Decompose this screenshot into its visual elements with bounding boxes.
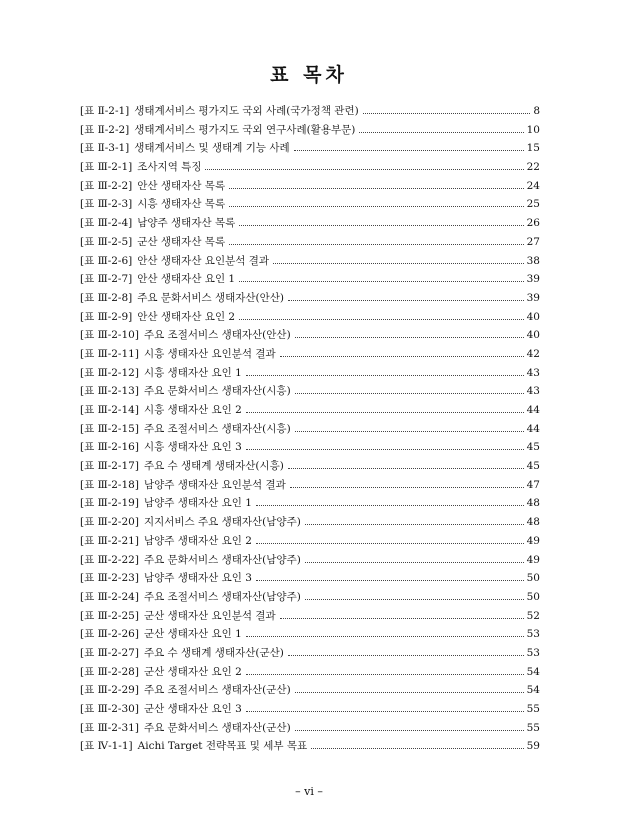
toc-entry-label: [표 Ⅲ-2-12] (80, 366, 139, 379)
toc-entry[interactable] (80, 178, 540, 197)
dot-leader (229, 244, 524, 245)
toc-entry-label: [표 Ⅲ-2-19] (80, 497, 139, 510)
table-of-contents (80, 103, 540, 757)
toc-entry-title: 안산 생태자산 목록 (137, 179, 226, 192)
dot-leader (290, 487, 524, 488)
toc-entry-title: 지지서비스 주요 생태자산(남양주) (143, 516, 301, 529)
toc-entry-label: [표 Ⅱ-2-1] (80, 105, 130, 117)
toc-entry-page: 45 (526, 441, 540, 454)
toc-entry[interactable] (80, 608, 540, 627)
toc-entry-page: 53 (526, 628, 540, 641)
toc-entry-label: [표 Ⅲ-2-22] (80, 553, 139, 566)
dot-leader (273, 263, 524, 264)
toc-entry-title: 조사지역 특징 (137, 161, 202, 174)
toc-entry-page: 48 (526, 516, 540, 529)
toc-entry-label: [표 Ⅲ-2-2] (80, 179, 133, 192)
toc-entry[interactable] (80, 701, 540, 720)
dot-leader (229, 206, 524, 207)
toc-entry-title: 남양주 생태자산 요인 3 (143, 572, 252, 585)
toc-entry-label: [표 Ⅱ-2-2] (80, 123, 130, 136)
toc-entry-title: 남양주 생태자산 요인분석 결과 (143, 478, 286, 491)
toc-entry[interactable] (80, 664, 540, 683)
dot-leader (288, 655, 524, 656)
toc-entry-page: 24 (526, 179, 540, 192)
toc-entry-title: 시흥 생태자산 목록 (137, 198, 226, 211)
toc-entry-label: [표 Ⅲ-2-25] (80, 609, 139, 622)
toc-entry[interactable] (80, 215, 540, 234)
dot-leader (280, 356, 524, 357)
toc-entry-page: 38 (526, 254, 540, 267)
dot-leader (288, 468, 524, 469)
toc-entry-label: [표 Ⅲ-2-7] (80, 273, 133, 286)
toc-entry[interactable] (80, 103, 540, 122)
toc-entry[interactable] (80, 309, 540, 328)
toc-entry-title: 생태계서비스 평가지도 국외 사례(국가정책 관련) (134, 105, 359, 117)
dot-leader (246, 412, 524, 413)
page-title: 표 목차 (270, 64, 348, 86)
toc-entry-label: [표 Ⅲ-2-30] (80, 703, 139, 715)
toc-entry-page: 15 (526, 142, 540, 155)
dot-leader (305, 562, 524, 563)
toc-entry-title: 주요 조절서비스 생태자산(군산) (143, 684, 291, 697)
toc-entry[interactable] (80, 253, 540, 272)
toc-entry[interactable] (80, 159, 540, 178)
toc-entry-label: [표 Ⅲ-2-17] (80, 460, 139, 473)
toc-entry-page: 49 (526, 553, 540, 566)
toc-entry-page: 44 (526, 422, 540, 435)
toc-entry-page: 52 (526, 609, 540, 622)
toc-entry-page: 53 (526, 646, 540, 659)
toc-entry[interactable] (80, 122, 540, 141)
toc-entry[interactable] (80, 533, 540, 552)
toc-entry-title: 시흥 생태자산 요인분석 결과 (143, 347, 276, 360)
toc-entry-title: 군산 생태자산 목록 (137, 235, 226, 248)
dot-leader (295, 393, 524, 394)
toc-entry-page: 10 (526, 123, 540, 136)
toc-entry-title: 주요 문화서비스 생태자산(군산) (143, 721, 291, 734)
toc-entry[interactable] (80, 365, 540, 384)
toc-entry-page: 55 (526, 703, 540, 715)
toc-entry-title: 남양주 생태자산 목록 (137, 217, 236, 230)
toc-entry-title: 생태계서비스 평가지도 국외 연구사례(활용부문) (134, 123, 356, 136)
toc-entry[interactable] (80, 271, 540, 290)
dot-leader (305, 599, 524, 600)
toc-entry-title: 주요 조절서비스 생태자산(시흥) (143, 422, 291, 435)
toc-entry-page: 47 (526, 478, 540, 491)
toc-entry-page: 25 (526, 198, 540, 211)
dot-leader (246, 711, 524, 712)
toc-entry-page: 54 (526, 684, 540, 697)
toc-entry[interactable] (80, 346, 540, 365)
toc-entry-page: 43 (526, 366, 540, 379)
toc-entry-title: 주요 문화서비스 생태자산(남양주) (143, 553, 301, 566)
toc-entry-page: 45 (526, 460, 540, 473)
toc-entry[interactable] (80, 514, 540, 533)
toc-entry-label: [표 Ⅲ-2-3] (80, 198, 133, 211)
dot-leader (246, 375, 524, 376)
dot-leader (239, 319, 524, 320)
toc-entry-title: Aichi Target 전략목표 및 세부 목표 (137, 740, 308, 753)
toc-entry-title: 주요 조절서비스 생태자산(남양주) (143, 590, 301, 603)
toc-entry-label: [표 Ⅲ-2-15] (80, 422, 139, 435)
dot-leader (239, 225, 523, 226)
toc-entry-page: 49 (526, 534, 540, 547)
toc-entry-title: 시흥 생태자산 요인 3 (143, 441, 242, 454)
toc-entry-page: 55 (526, 721, 540, 734)
toc-entry-label: [표 Ⅲ-2-18] (80, 478, 139, 491)
toc-entry[interactable] (80, 421, 540, 440)
dot-leader (311, 748, 523, 749)
toc-entry[interactable] (80, 234, 540, 253)
dot-leader (305, 524, 524, 525)
toc-entry-title: 생태계서비스 및 생태계 기능 사례 (134, 142, 290, 155)
toc-entry-title: 군산 생태자산 요인 3 (143, 703, 242, 715)
toc-entry-label: [표 Ⅱ-3-1] (80, 142, 130, 155)
toc-entry-label: [표 Ⅲ-2-11] (80, 347, 139, 360)
toc-entry[interactable] (80, 196, 540, 215)
toc-entry-title: 군산 생태자산 요인 2 (143, 665, 242, 678)
toc-entry-label: [표 Ⅲ-2-24] (80, 590, 139, 603)
toc-entry-title: 주요 수 생태계 생태자산(시흥) (143, 460, 284, 473)
toc-entry-label: [표 Ⅲ-2-8] (80, 291, 133, 304)
toc-entry[interactable] (80, 477, 540, 496)
toc-entry-title: 주요 문화서비스 생태자산(시흥) (143, 385, 291, 398)
toc-entry[interactable] (80, 327, 540, 346)
toc-entry-label: [표 Ⅲ-2-31] (80, 721, 139, 734)
dot-leader (229, 188, 524, 189)
toc-entry-page: 59 (526, 740, 540, 753)
toc-entry-title: 남양주 생태자산 요인 2 (143, 534, 252, 547)
dot-leader (295, 730, 524, 731)
dot-leader (256, 580, 524, 581)
toc-entry-page: 50 (526, 572, 540, 585)
toc-entry-label: [표 Ⅲ-2-4] (80, 217, 133, 230)
toc-entry-page: 50 (526, 590, 540, 603)
toc-entry-page: 39 (526, 273, 540, 286)
toc-entry-page: 22 (526, 161, 540, 174)
toc-entry[interactable] (80, 383, 540, 402)
toc-entry-label: [표 Ⅲ-2-13] (80, 385, 139, 398)
toc-entry-title: 남양주 생태자산 요인 1 (143, 497, 252, 510)
toc-entry-page: 43 (526, 385, 540, 398)
toc-entry[interactable] (80, 570, 540, 589)
toc-entry-title: 주요 문화서비스 생태자산(안산) (137, 291, 284, 304)
page-number: – vi – (295, 785, 323, 798)
toc-entry-label: [표 Ⅲ-2-5] (80, 235, 133, 248)
toc-entry-title: 주요 조절서비스 생태자산(안산) (143, 329, 291, 342)
dot-leader (205, 169, 523, 170)
dot-leader (280, 618, 524, 619)
dot-leader (239, 281, 524, 282)
toc-entry-title: 시흥 생태자산 요인 2 (143, 404, 242, 416)
toc-entry-label: [표 Ⅲ-2-20] (80, 516, 139, 529)
toc-entry-page: 40 (526, 329, 540, 342)
toc-entry[interactable] (80, 439, 540, 458)
toc-entry-label: [표 Ⅲ-2-1] (80, 161, 133, 174)
toc-entry-title: 안산 생태자산 요인 2 (137, 310, 236, 323)
toc-entry-label: [표 Ⅲ-2-26] (80, 628, 139, 641)
toc-entry[interactable] (80, 720, 540, 739)
toc-entry[interactable] (80, 738, 540, 757)
dot-leader (246, 636, 524, 637)
toc-entry[interactable] (80, 290, 540, 309)
dot-leader (246, 449, 524, 450)
toc-entry-page: 48 (526, 497, 540, 510)
toc-entry-label: [표 Ⅲ-2-28] (80, 665, 139, 678)
dot-leader (288, 300, 524, 301)
dot-leader (295, 692, 524, 693)
toc-entry[interactable] (80, 140, 540, 159)
toc-entry[interactable] (80, 495, 540, 514)
toc-entry-label: [표 Ⅲ-2-21] (80, 534, 139, 547)
toc-entry[interactable] (80, 682, 540, 701)
toc-entry[interactable] (80, 626, 540, 645)
toc-entry-label: [표 Ⅲ-2-16] (80, 441, 139, 454)
toc-entry-page: 8 (533, 105, 540, 117)
dot-leader (256, 505, 524, 506)
toc-entry[interactable] (80, 589, 540, 608)
dot-leader (295, 337, 524, 338)
toc-entry-label: [표 Ⅳ-1-1] (80, 740, 133, 753)
toc-entry-label: [표 Ⅲ-2-14] (80, 404, 139, 416)
toc-entry-label: [표 Ⅲ-2-27] (80, 646, 139, 659)
dot-leader (295, 431, 524, 432)
toc-entry-page: 40 (526, 310, 540, 323)
toc-entry-label: [표 Ⅲ-2-23] (80, 572, 139, 585)
toc-entry[interactable] (80, 552, 540, 571)
toc-entry-page: 54 (526, 665, 540, 678)
toc-entry-page: 44 (526, 404, 540, 416)
toc-entry[interactable] (80, 645, 540, 664)
toc-entry-title: 군산 생태자산 요인분석 결과 (143, 609, 276, 622)
dot-leader (294, 150, 524, 151)
toc-entry-title: 군산 생태자산 요인 1 (143, 628, 242, 641)
toc-entry-page: 39 (526, 291, 540, 304)
toc-entry[interactable] (80, 402, 540, 421)
toc-entry[interactable] (80, 458, 540, 477)
toc-entry-label: [표 Ⅲ-2-9] (80, 310, 133, 323)
dot-leader (359, 132, 523, 133)
toc-entry-page: 26 (526, 217, 540, 230)
toc-entry-title: 주요 수 생태계 생태자산(군산) (143, 646, 284, 659)
dot-leader (246, 674, 524, 675)
dot-leader (363, 113, 531, 114)
toc-entry-title: 시흥 생태자산 요인 1 (143, 366, 242, 379)
toc-entry-title: 안산 생태자산 요인분석 결과 (137, 254, 269, 267)
toc-entry-title: 안산 생태자산 요인 1 (137, 273, 236, 286)
toc-entry-label: [표 Ⅲ-2-29] (80, 684, 139, 697)
toc-entry-page: 27 (526, 235, 540, 248)
toc-entry-label: [표 Ⅲ-2-10] (80, 329, 139, 342)
toc-entry-label: [표 Ⅲ-2-6] (80, 254, 133, 267)
dot-leader (256, 543, 524, 544)
toc-entry-page: 42 (526, 347, 540, 360)
